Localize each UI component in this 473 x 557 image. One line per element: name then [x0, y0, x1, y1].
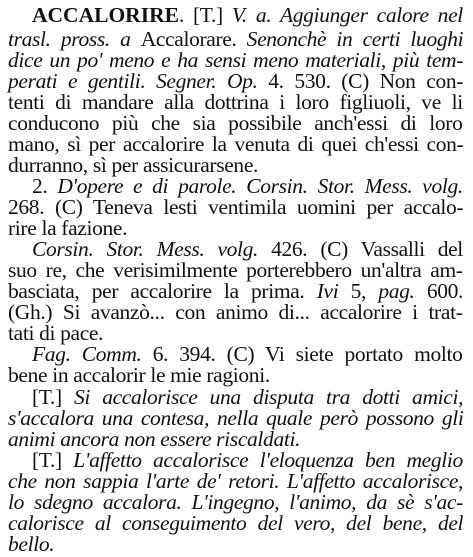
- text-run: bene in accalorir le mie ragioni.: [8, 363, 270, 387]
- text-run: dice un po' meno e ha sensi meno materiali, più tem-: [8, 48, 464, 72]
- text-run: che non sappia l'arte de' retori. L'affetto accalorisce,: [8, 469, 464, 493]
- text-run: 4. 530. (C) Non con-: [268, 69, 464, 93]
- text-run: calorisce al conseguimento del vero, del bene, del: [8, 511, 464, 535]
- text-run: suo re, che verisimilmente porterebbero un'altra am-: [8, 258, 463, 282]
- text-run: lo sdegno accalora. L'ingegno, l'animo, da sè s'ac-: [8, 490, 463, 514]
- text-run: (Gh.) Si avanzò... con animo di... accalorire i trat-: [8, 300, 463, 324]
- text-run: 268. (C) Teneva lesti ventimila uomini per accalo-: [8, 195, 464, 219]
- text-run: L'affetto accalorisce l'eloquenza ben meglio: [73, 448, 463, 472]
- entry-line: [32, 2, 463, 28]
- entry-line: [8, 531, 54, 557]
- text-run: Si accalorisce una disputa tra dotti amici,: [74, 385, 464, 409]
- text-run: Corsin. Stor. Mess. volg.: [32, 237, 272, 261]
- text-run: [T.]: [32, 385, 74, 409]
- text-run: perati e gentili. Segner. Op.: [8, 69, 269, 93]
- text-run: rire la fazione.: [8, 216, 128, 240]
- text-run: Ivi: [316, 279, 351, 303]
- text-run: pag.: [378, 279, 427, 303]
- text-run: D'opere e di parole. Corsin. Stor. Mess. volg.: [57, 174, 463, 198]
- text-run: 5,: [350, 279, 379, 303]
- text-run: tenti di mandare alla dottrina i loro figliuoli, ve li: [8, 90, 463, 114]
- text-run: trasl. pross. a: [8, 27, 141, 51]
- text-run: durranno, sì per assicurarsene.: [8, 153, 259, 177]
- text-run: s'accalora una contesa, nella quale però possono gli: [8, 406, 464, 430]
- text-run: bello.: [8, 532, 55, 556]
- text-run: V. a. Aggiunger calore nel: [231, 3, 463, 27]
- text-run: Senonchè in certi luoghi: [246, 27, 464, 51]
- text-run: 6. 394. (C) Vi siete portato molto: [152, 342, 463, 366]
- text-run: basciata, per accalorire la prima.: [8, 279, 317, 303]
- text-run: conducono più che sia possibile anch'essi di loro: [8, 111, 463, 135]
- text-run: Accalorare.: [140, 27, 247, 51]
- text-run: 2.: [32, 174, 58, 198]
- text-run: Fag. Comm.: [32, 342, 153, 366]
- text-run: 426. (C) Vassalli del: [271, 237, 463, 261]
- text-run: mano, sì per accalorire la venuta di quei ch'essi con-: [8, 132, 464, 156]
- entry-line: [8, 510, 463, 536]
- text-run: tati di pace.: [8, 321, 104, 345]
- text-run: . [T.]: [178, 3, 232, 27]
- headword: ACCALORIRE: [32, 3, 179, 27]
- text-run: animi ancora non essere riscaldati.: [8, 427, 301, 451]
- text-run: [T.]: [32, 448, 74, 472]
- text-run: 600.: [426, 279, 464, 303]
